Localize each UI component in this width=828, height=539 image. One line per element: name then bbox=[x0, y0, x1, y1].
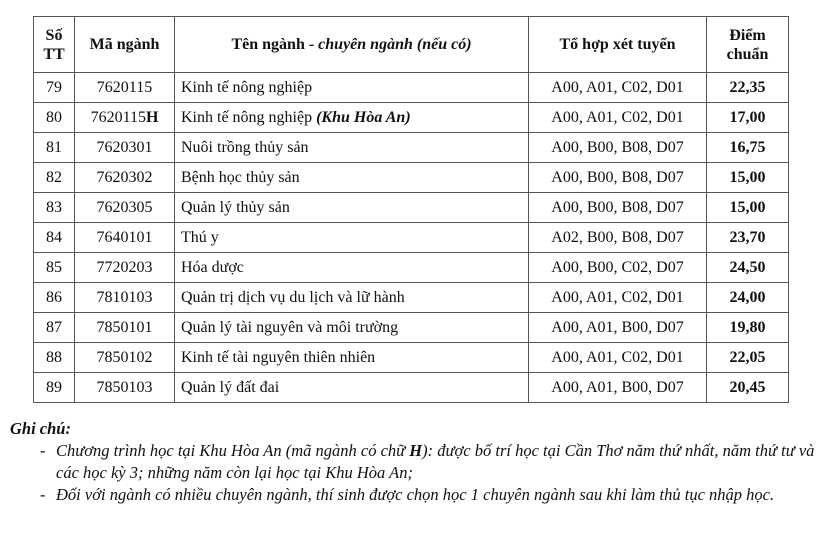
header-name-prefix: Tên ngành - bbox=[231, 36, 319, 53]
cell-score: 23,70 bbox=[707, 223, 789, 253]
cell-score: 22,35 bbox=[707, 73, 789, 103]
cell-combo: A00, A01, B00, D07 bbox=[529, 313, 707, 343]
note-1-h: H bbox=[409, 441, 423, 460]
header-score-line1: Điểm bbox=[729, 26, 766, 44]
cell-combo: A00, A01, B00, D07 bbox=[529, 373, 707, 403]
cell-combo: A00, B00, B08, D07 bbox=[529, 163, 707, 193]
cell-combo: A02, B00, B08, D07 bbox=[529, 223, 707, 253]
table-row bbox=[34, 223, 789, 253]
table-row bbox=[34, 373, 789, 403]
note-dash-1: - bbox=[40, 441, 46, 460]
note-1-text-b: ): được bố trí học tại Cần Thơ năm thứ nhất, năm thứ tư và các học kỳ 3; những năm còn lại học tại Khu Hòa An; bbox=[56, 441, 815, 482]
header-stt bbox=[34, 17, 75, 73]
cell-combo: A00, B00, B08, D07 bbox=[529, 133, 707, 163]
table-row bbox=[34, 313, 789, 343]
cell-code-text: 7850103 bbox=[96, 378, 153, 396]
cell-combo: A00, B00, B08, D07 bbox=[529, 193, 707, 223]
cell-name bbox=[175, 373, 529, 403]
cell-combo: A00, B00, C02, D07 bbox=[529, 253, 707, 283]
cell-stt: 87 bbox=[34, 313, 75, 343]
note-2-text: Đối với ngành có nhiều chuyên ngành, thí sinh được chọn học 1 chuyên ngành sau khi làm thủ tục nhập học. bbox=[56, 485, 775, 504]
note-item-2 bbox=[10, 484, 820, 506]
cell-name bbox=[175, 103, 529, 133]
table-row bbox=[34, 343, 789, 373]
cell-code-text: 7620301 bbox=[96, 138, 153, 156]
cell-code-text: 7620115 bbox=[90, 108, 146, 126]
cell-name-text: Kinh tế tài nguyên thiên nhiên bbox=[181, 348, 376, 366]
cell-stt: 80 bbox=[34, 103, 75, 133]
cell-stt: 83 bbox=[34, 193, 75, 223]
note-item-1 bbox=[10, 440, 820, 484]
table-row bbox=[34, 133, 789, 163]
cell-name bbox=[175, 73, 529, 103]
header-name-italic: chuyên ngành (nếu có) bbox=[318, 36, 472, 53]
cell-code bbox=[75, 73, 175, 103]
cell-score: 15,00 bbox=[707, 163, 789, 193]
cell-stt: 88 bbox=[34, 343, 75, 373]
cell-score: 24,00 bbox=[707, 283, 789, 313]
cell-name-text: Quản lý đất đai bbox=[181, 378, 280, 396]
cell-code-text: 7620115 bbox=[96, 78, 153, 96]
cell-code bbox=[75, 283, 175, 313]
table-row bbox=[34, 103, 789, 133]
cell-code bbox=[75, 133, 175, 163]
table-row bbox=[34, 283, 789, 313]
cell-code bbox=[75, 253, 175, 283]
cell-code bbox=[75, 193, 175, 223]
cell-score: 19,80 bbox=[707, 313, 789, 343]
cell-name bbox=[175, 223, 529, 253]
cell-score: 17,00 bbox=[707, 103, 789, 133]
cell-code bbox=[75, 373, 175, 403]
cell-stt: 81 bbox=[34, 133, 75, 163]
cell-score: 16,75 bbox=[707, 133, 789, 163]
header-stt-line1: Số bbox=[45, 26, 63, 44]
cell-name-text: Quản trị dịch vụ du lịch và lữ hành bbox=[181, 288, 405, 306]
cell-name-text: Quản lý thủy sản bbox=[181, 198, 290, 216]
cell-name-text: Quản lý tài nguyên và môi trường bbox=[181, 318, 399, 336]
table-header-row bbox=[34, 17, 789, 73]
cell-stt: 82 bbox=[34, 163, 75, 193]
table-row bbox=[34, 73, 789, 103]
cell-stt: 79 bbox=[34, 73, 75, 103]
cell-name bbox=[175, 253, 529, 283]
header-combo: Tổ hợp xét tuyển bbox=[529, 17, 707, 73]
cell-code-text: 7850101 bbox=[96, 318, 153, 336]
table-row bbox=[34, 193, 789, 223]
cell-code bbox=[75, 313, 175, 343]
cell-name bbox=[175, 193, 529, 223]
cell-score: 15,00 bbox=[707, 193, 789, 223]
admission-scores-table bbox=[33, 16, 789, 403]
cell-score: 22,05 bbox=[707, 343, 789, 373]
cell-code bbox=[75, 103, 175, 133]
cell-name-text: Kinh tế nông nghiệp bbox=[181, 78, 313, 96]
notes-title: Ghi chú: bbox=[10, 419, 71, 438]
cell-stt: 85 bbox=[34, 253, 75, 283]
notes-section bbox=[10, 418, 820, 506]
cell-code-text: 7810103 bbox=[96, 288, 153, 306]
cell-name-text: Bệnh học thủy sản bbox=[181, 168, 300, 186]
cell-combo: A00, A01, C02, D01 bbox=[529, 73, 707, 103]
cell-combo: A00, A01, C02, D01 bbox=[529, 103, 707, 133]
cell-name bbox=[175, 313, 529, 343]
header-stt-line2: TT bbox=[43, 45, 65, 63]
cell-code-text: 7720203 bbox=[96, 258, 153, 276]
table-row bbox=[34, 253, 789, 283]
cell-combo: A00, A01, C02, D01 bbox=[529, 283, 707, 313]
cell-code-text: 7640101 bbox=[96, 228, 153, 246]
cell-stt: 84 bbox=[34, 223, 75, 253]
cell-score: 20,45 bbox=[707, 373, 789, 403]
cell-combo: A00, A01, C02, D01 bbox=[529, 343, 707, 373]
note-dash-2: - bbox=[40, 485, 46, 504]
header-score bbox=[707, 17, 789, 73]
header-name bbox=[175, 17, 529, 73]
cell-score: 24,50 bbox=[707, 253, 789, 283]
cell-code-suffix: H bbox=[145, 108, 159, 126]
cell-code bbox=[75, 343, 175, 373]
cell-name-text: Hóa dược bbox=[181, 258, 244, 276]
note-1-text-a: Chương trình học tại Khu Hòa An (mã ngành có chữ bbox=[56, 441, 410, 460]
cell-code bbox=[75, 163, 175, 193]
cell-name-text: Kinh tế nông nghiệp bbox=[181, 108, 313, 126]
cell-name bbox=[175, 283, 529, 313]
cell-name bbox=[175, 343, 529, 373]
cell-name bbox=[175, 133, 529, 163]
table-body bbox=[34, 73, 789, 403]
header-code: Mã ngành bbox=[75, 17, 175, 73]
cell-stt: 86 bbox=[34, 283, 75, 313]
cell-name-suffix: (Khu Hòa An) bbox=[316, 108, 411, 126]
cell-code bbox=[75, 223, 175, 253]
table-row bbox=[34, 163, 789, 193]
cell-code-text: 7850102 bbox=[96, 348, 153, 366]
cell-name-text: Nuôi trồng thủy sản bbox=[181, 138, 309, 156]
cell-name-text: Thú y bbox=[181, 228, 219, 246]
admission-table-container bbox=[33, 16, 788, 403]
cell-stt: 89 bbox=[34, 373, 75, 403]
cell-code-text: 7620305 bbox=[96, 198, 153, 216]
cell-name bbox=[175, 163, 529, 193]
header-score-line2: chuẩn bbox=[726, 45, 769, 63]
cell-code-text: 7620302 bbox=[96, 168, 153, 186]
